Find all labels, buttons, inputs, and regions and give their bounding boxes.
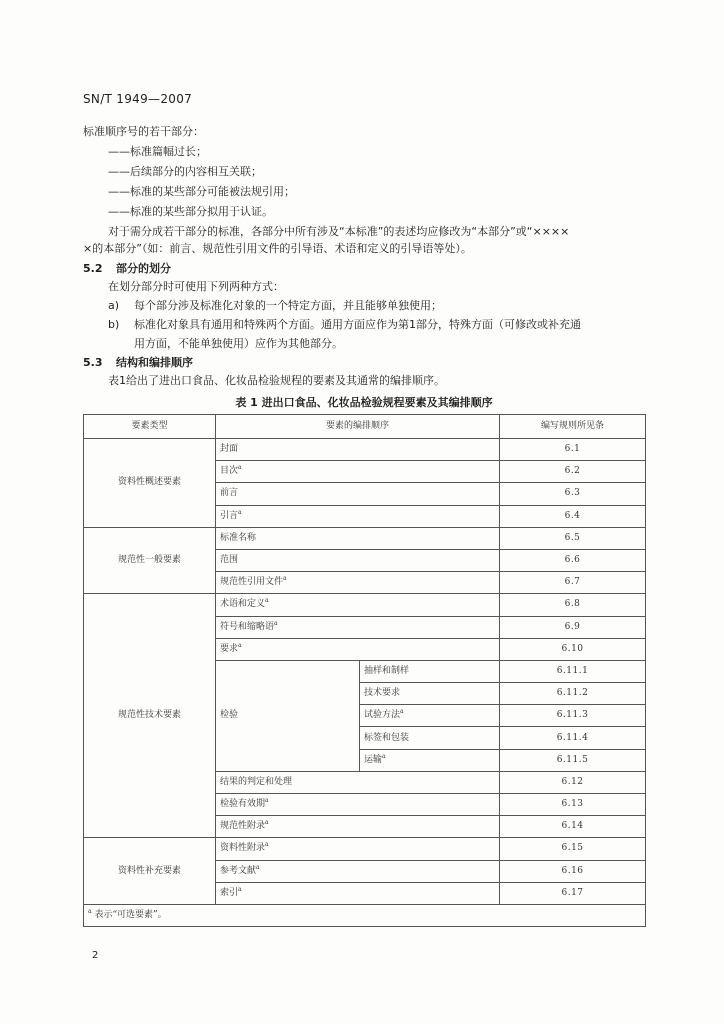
optional-marker: a: [265, 841, 269, 849]
optional-marker: a: [238, 641, 242, 649]
section-5-2-number: 5.2: [83, 262, 103, 275]
list-item-b-line1: 标准化对象具有通用和特殊两个方面。通用方面应作为第1部分，特殊方面（可修改或补充通: [134, 318, 581, 331]
optional-marker: a: [256, 863, 260, 871]
clause-reference: 6.11.2: [500, 683, 646, 705]
element-name: 资料性附录: [220, 843, 266, 854]
element-name: 术语和定义: [220, 599, 266, 610]
element-name: 规范性引用文件: [220, 577, 284, 588]
optional-marker: a: [238, 464, 242, 472]
element-name-cell: [216, 616, 500, 638]
elements-table: [83, 414, 646, 927]
clause-reference: 6.12: [500, 771, 646, 793]
list-marker-b: b): [108, 318, 120, 331]
element-name: 要求: [220, 643, 239, 654]
clause-reference: 6.13: [500, 794, 646, 816]
column-header-type: 要素类型: [84, 415, 216, 439]
element-name: 运输: [364, 754, 383, 765]
optional-marker: a: [382, 752, 386, 760]
element-name-cell: [216, 594, 500, 616]
element-name-cell: [216, 660, 360, 771]
element-name-cell: [216, 816, 500, 838]
element-name: 封面: [220, 444, 239, 455]
element-name-cell: [216, 549, 500, 571]
element-name-cell: [360, 749, 500, 771]
clause-reference: 6.10: [500, 638, 646, 660]
clause-reference: 6.11.4: [500, 727, 646, 749]
document-header-id: SN/T 1949—2007: [83, 92, 193, 106]
paragraph-line: 对于需分成若干部分的标准，各部分中所有涉及“本标准”的表述均应修改为“本部分”或“××××: [108, 225, 570, 238]
clause-reference: 6.15: [500, 838, 646, 860]
page-number: 2: [92, 950, 99, 961]
element-name: 检验: [220, 710, 239, 721]
clause-reference: 6.3: [500, 483, 646, 505]
element-name-cell: [216, 505, 500, 527]
element-name: 抽样和制样: [364, 665, 410, 676]
paragraph-line: ×的本部分”（如：前言、规范性引用文件的引导语、术语和定义的引导语等处）。: [83, 242, 472, 255]
clause-reference: 6.17: [500, 882, 646, 904]
clause-reference: 6.16: [500, 860, 646, 882]
intro-text: 标准顺序号的若干部分：: [83, 125, 204, 138]
table-row: [84, 594, 646, 616]
element-name-cell: [360, 727, 500, 749]
list-item-b-line2: 用方面，不能单独使用）应作为其他部分。: [134, 337, 343, 350]
element-name: 技术要求: [364, 688, 401, 699]
optional-marker: a: [400, 708, 404, 716]
optional-marker: a: [274, 619, 278, 627]
optional-marker: a: [283, 575, 287, 583]
clause-reference: 6.7: [500, 572, 646, 594]
optional-marker: a: [265, 819, 269, 827]
clause-reference: 6.11.3: [500, 705, 646, 727]
element-name: 目次: [220, 466, 239, 477]
element-name-cell: [360, 705, 500, 727]
clause-reference: 6.6: [500, 549, 646, 571]
element-name: 检验有效期: [220, 799, 266, 810]
optional-marker: a: [238, 885, 242, 893]
clause-reference: 6.11.1: [500, 660, 646, 682]
element-name: 标签和包装: [364, 732, 410, 743]
table-footnote-row: [84, 904, 646, 926]
element-name-cell: [216, 527, 500, 549]
element-name: 结果的判定和处理: [220, 776, 293, 787]
table-row: [84, 527, 646, 549]
element-name: 符号和缩略语: [220, 621, 275, 632]
element-name: 标准名称: [220, 532, 257, 543]
element-name-cell: [216, 860, 500, 882]
clause-reference: 6.9: [500, 616, 646, 638]
column-header-ref: 编写规则所见条: [500, 415, 646, 439]
bullet-item: ——后续部分的内容相互关联；: [108, 165, 262, 178]
bullet-item: ——标准的某些部分可能被法规引用；: [108, 185, 295, 198]
table-header-row: [84, 415, 646, 439]
table-body: [84, 415, 646, 927]
element-name-cell: [216, 838, 500, 860]
bullet-item: ——标准篇幅过长；: [108, 145, 207, 158]
element-name-cell: [216, 483, 500, 505]
element-name-cell: [360, 660, 500, 682]
list-marker-a: a): [108, 299, 120, 312]
element-name: 范围: [220, 555, 239, 566]
element-name: 参考文献: [220, 865, 257, 876]
element-name: 索引: [220, 887, 239, 898]
section-5-3-title: 结构和编排顺序: [116, 356, 193, 369]
clause-reference: 6.4: [500, 505, 646, 527]
section-5-3-number: 5.3: [83, 356, 103, 369]
clause-reference: 6.1: [500, 439, 646, 461]
element-name: 前言: [220, 488, 239, 499]
element-name-cell: [216, 794, 500, 816]
element-name: 规范性附录: [220, 821, 266, 832]
section-5-3-lead: 表1给出了进出口食品、化妆品检验规程的要素及其通常的编排顺序。: [108, 374, 445, 387]
section-5-2-title: 部分的划分: [116, 262, 171, 275]
element-type-cell: 资料性概述要素: [84, 439, 216, 528]
optional-marker: a: [265, 797, 269, 805]
element-type-cell: 规范性技术要素: [84, 594, 216, 838]
footnote-marker: a: [88, 908, 92, 916]
column-header-order: 要素的编排顺序: [216, 415, 500, 439]
element-name-cell: [360, 683, 500, 705]
section-5-2-lead: 在划分部分时可使用下列两种方式：: [108, 280, 284, 293]
footnote-text: 表示“可选要素”。: [94, 910, 167, 921]
optional-marker: a: [238, 508, 242, 516]
element-name-cell: [216, 572, 500, 594]
table-footnote: [84, 904, 646, 926]
clause-reference: 6.14: [500, 816, 646, 838]
table-row: [84, 439, 646, 461]
clause-reference: 6.11.5: [500, 749, 646, 771]
element-name: 试验方法: [364, 710, 401, 721]
element-name: 引言: [220, 510, 239, 521]
list-item-a: 每个部分涉及标准化对象的一个特定方面，并且能够单独使用；: [134, 299, 442, 312]
clause-reference: 6.2: [500, 461, 646, 483]
table-caption: 表 1 进出口食品、化妆品检验规程要素及其编排顺序: [235, 396, 493, 409]
bullet-item: ——标准的某些部分拟用于认证。: [108, 205, 273, 218]
element-name-cell: [216, 638, 500, 660]
element-name-cell: [216, 439, 500, 461]
element-type-cell: 资料性补充要素: [84, 838, 216, 905]
element-type-cell: 规范性一般要素: [84, 527, 216, 594]
table-row: [84, 838, 646, 860]
clause-reference: 6.8: [500, 594, 646, 616]
optional-marker: a: [265, 597, 269, 605]
element-name-cell: [216, 882, 500, 904]
clause-reference: 6.5: [500, 527, 646, 549]
element-name-cell: [216, 771, 500, 793]
element-name-cell: [216, 461, 500, 483]
